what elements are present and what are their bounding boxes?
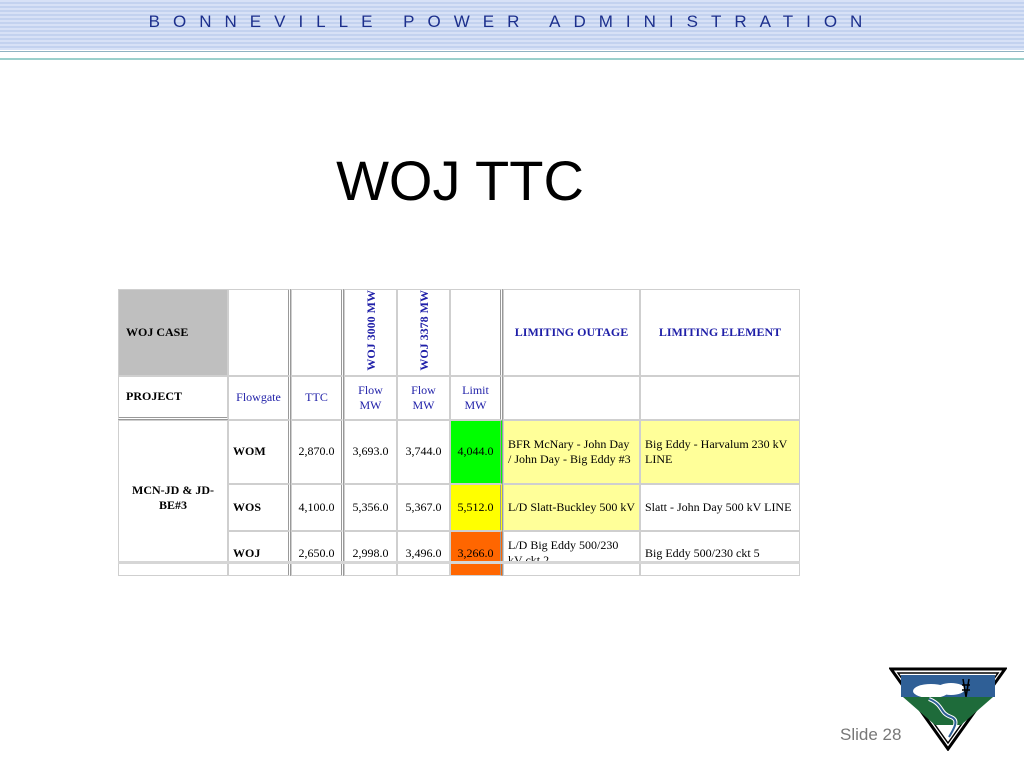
empty-header-cell xyxy=(450,289,503,376)
flow2-header: Flow MW xyxy=(397,376,450,420)
flowgate-cell: WOS xyxy=(228,484,291,531)
flowgate-cell: WOJ xyxy=(228,531,291,576)
slide-number: Slide 28 xyxy=(840,725,902,744)
table-row xyxy=(118,420,800,484)
woj3000-header xyxy=(344,289,397,376)
flow2-cell: 3,496.0 xyxy=(397,531,450,576)
ttc-table xyxy=(118,289,800,576)
limiting-element-header: LIMITING ELEMENT xyxy=(640,289,800,376)
limit-header: Limit MW xyxy=(450,376,503,420)
woj3378-header xyxy=(397,289,450,376)
empty-header-cell xyxy=(228,289,291,376)
banner-divider-accent xyxy=(0,58,1024,60)
project-header: PROJECT xyxy=(118,376,228,420)
empty-header-cell xyxy=(503,376,640,420)
woj3000-label: WOJ 3000 MW xyxy=(363,290,378,371)
slide-title: WOJ TTC xyxy=(336,149,584,212)
ttc-header: TTC xyxy=(291,376,344,420)
banner-divider xyxy=(0,51,1024,52)
limit-cell: 4,044.0 xyxy=(450,420,503,484)
flow1-header: Flow MW xyxy=(344,376,397,420)
limit-cell: 5,512.0 xyxy=(450,484,503,531)
flowgate-header: Flowgate xyxy=(228,376,291,420)
header-banner xyxy=(0,0,1024,50)
flowgate-cell: WOM xyxy=(228,420,291,484)
table-bottom-shadow xyxy=(118,561,800,564)
outage-cell: L/D Big Eddy 500/230 xyxy=(503,531,640,576)
limit-cell: 3,266.0 xyxy=(450,531,503,576)
flow1-cell: 2,998.0 xyxy=(344,531,397,576)
table-subheader-row xyxy=(118,376,800,420)
ttc-cell: 2,650.0 xyxy=(291,531,344,576)
limiting-outage-header: LIMITING OUTAGE xyxy=(503,289,640,376)
flow1-cell: 5,356.0 xyxy=(344,484,397,531)
ttc-cell: 4,100.0 xyxy=(291,484,344,531)
outage-cell: L/D Slatt-Buckley 500 kV xyxy=(503,484,640,531)
project-name-cell: MCN-JD & JD-BE#3 xyxy=(118,420,228,576)
empty-header-cell xyxy=(291,289,344,376)
element-cell: Big Eddy 500/230 ckt 5 xyxy=(640,531,800,576)
ttc-cell: 2,870.0 xyxy=(291,420,344,484)
bpa-triangle-logo-icon xyxy=(889,667,1007,751)
element-cell: Big Eddy - Harvalum 230 kV LINE xyxy=(640,420,800,484)
empty-header-cell xyxy=(640,376,800,420)
woj3378-label: WOJ 3378 MW xyxy=(416,290,431,371)
outage-cell: BFR McNary - John Day / John Day - Big Eddy #3 xyxy=(503,420,640,484)
flow2-cell: 3,744.0 xyxy=(397,420,450,484)
flow2-cell: 5,367.0 xyxy=(397,484,450,531)
banner-title: BONNEVILLE POWER ADMINISTRATION xyxy=(148,12,876,31)
table-header-row xyxy=(118,289,800,376)
woj-case-header: WOJ CASE xyxy=(118,289,228,376)
flow1-cell: 3,693.0 xyxy=(344,420,397,484)
element-cell: Slatt - John Day 500 kV LINE xyxy=(640,484,800,531)
